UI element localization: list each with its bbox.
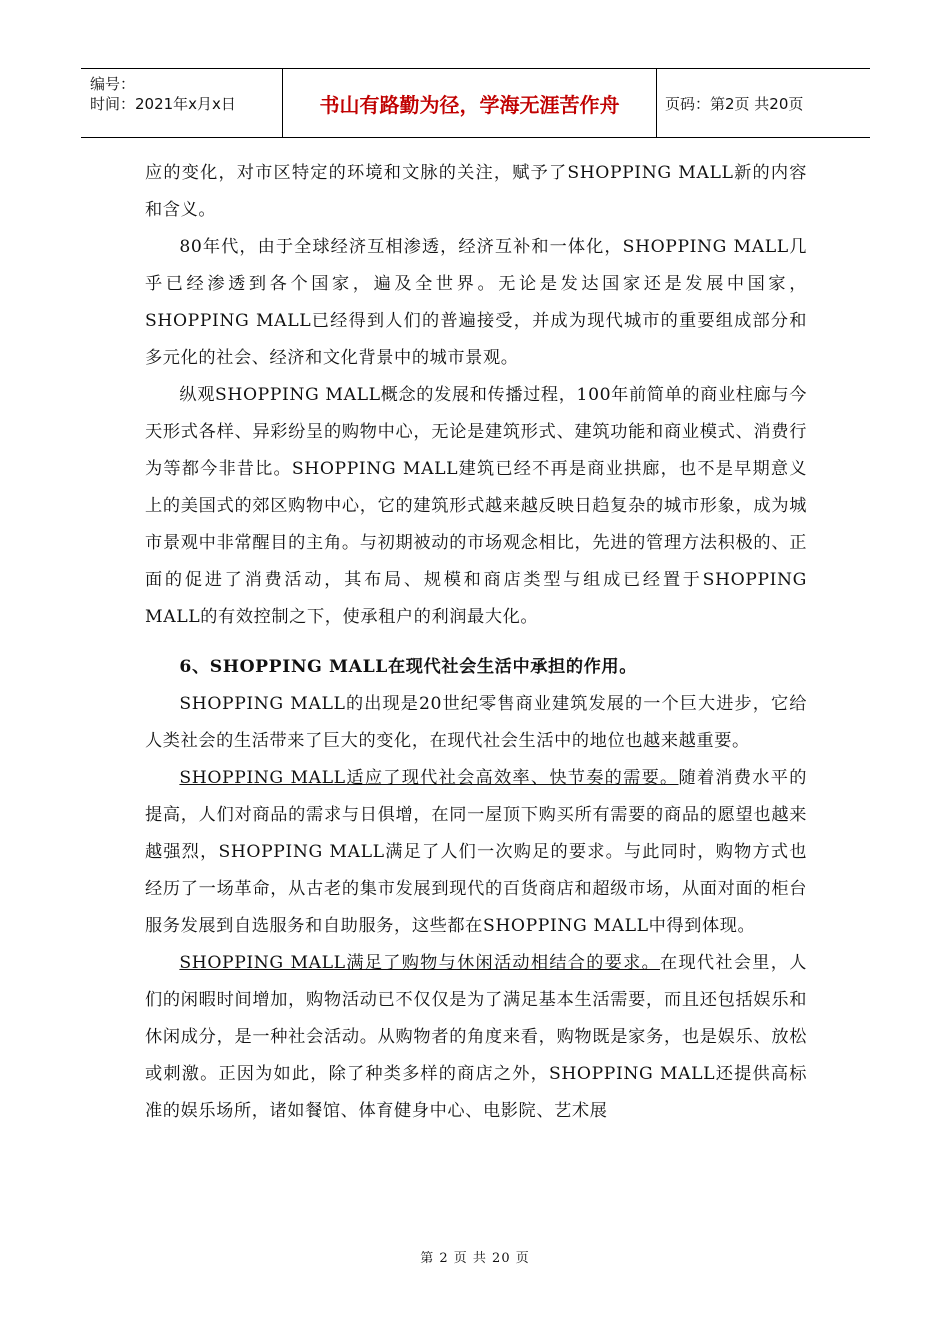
document-body xyxy=(145,155,807,1130)
header-meta xyxy=(81,69,283,137)
page-footer: 第 2 页 共 20 页 xyxy=(420,1251,530,1266)
document-date-label: 时间：2021年x月x日 xyxy=(90,95,236,113)
paragraph-3: 纵观SHOPPING MALL概念的发展和传播过程，100年前简单的商业柱廊与今天形式各样、异彩纷呈的购物中心，无论是建筑形式、建筑功能和商业模式、消费行为等都今非昔比。SHOPPING MALL建筑已经不再是商业拱廊，也不是早期意义上的美国式的郊区购物中心，它的建筑形式越来越反映日趋复杂的城市形象，成为城市景观中非常醒目的主角。与初期被动的市场观念相比，先进的管理方法积极的、正面的促进了消费活动，其布局、规模和商店类型与组成已经置于SHOPPING MALL的有效控制之下，使承租户的利润最大化。 xyxy=(145,385,807,627)
section-heading: 6、SHOPPING MALL在现代社会生活中承担的作用。 xyxy=(179,657,637,677)
paragraph-5-text: 随着消费水平的提高，人们对商品的需求与日俱增，在同一屋顶下购买所有需要的商品的愿望也越来越强烈，SHOPPING MALL满足了人们一次购足的要求。与此同时，购物方式也经历了一场革命，从古老的集市发展到现代的百货商店和超级市场，从面对面的柜台服务发展到自选服务和自助服务，这些都在SHOPPING MALL中得到体现。 xyxy=(145,768,807,936)
header-motto: 书山有路勤为径，学海无涯苦作舟 xyxy=(283,69,657,137)
paragraph-6 xyxy=(145,945,807,1130)
paragraph-1: 应的变化，对市区特定的环境和文脉的关注，赋予了SHOPPING MALL新的内容和含义。 xyxy=(145,163,807,220)
header-page-info: 页码：第2页 共20页 xyxy=(665,95,804,113)
page-header xyxy=(81,68,870,138)
paragraph-5-underlined: SHOPPING MALL适应了现代社会高效率、快节奏的需要。 xyxy=(179,768,679,788)
paragraph-6-text: 在现代社会里，人们的闲暇时间增加，购物活动已不仅仅是为了满足基本生活需要，而且还包括娱乐和休闲成分，是一种社会活动。从购物者的角度来看，购物既是家务，也是娱乐、放松或刺激。正因为如此，除了种类多样的商店之外，SHOPPING MALL还提供高标准的娱乐场所，诸如餐馆、体育健身中心、电影院、艺术展 xyxy=(145,953,807,1121)
paragraph-5 xyxy=(145,760,807,945)
paragraph-6-underlined: SHOPPING MALL满足了购物与休闲活动相结合的要求。 xyxy=(179,953,661,973)
paragraph-2: 80年代，由于全球经济互相渗透，经济互补和一体化，SHOPPING MALL几乎已经渗透到各个国家，遍及全世界。无论是发达国家还是发展中国家，SHOPPING MALL已经得到人们的普遍接受，并成为现代城市的重要组成部分和多元化的社会、经济和文化背景中的城市景观。 xyxy=(145,237,807,368)
paragraph-4: SHOPPING MALL的出现是20世纪零售商业建筑发展的一个巨大进步，它给人类社会的生活带来了巨大的变化，在现代社会生活中的地位也越来越重要。 xyxy=(145,694,807,751)
document-number-label: 编号： xyxy=(90,75,136,93)
